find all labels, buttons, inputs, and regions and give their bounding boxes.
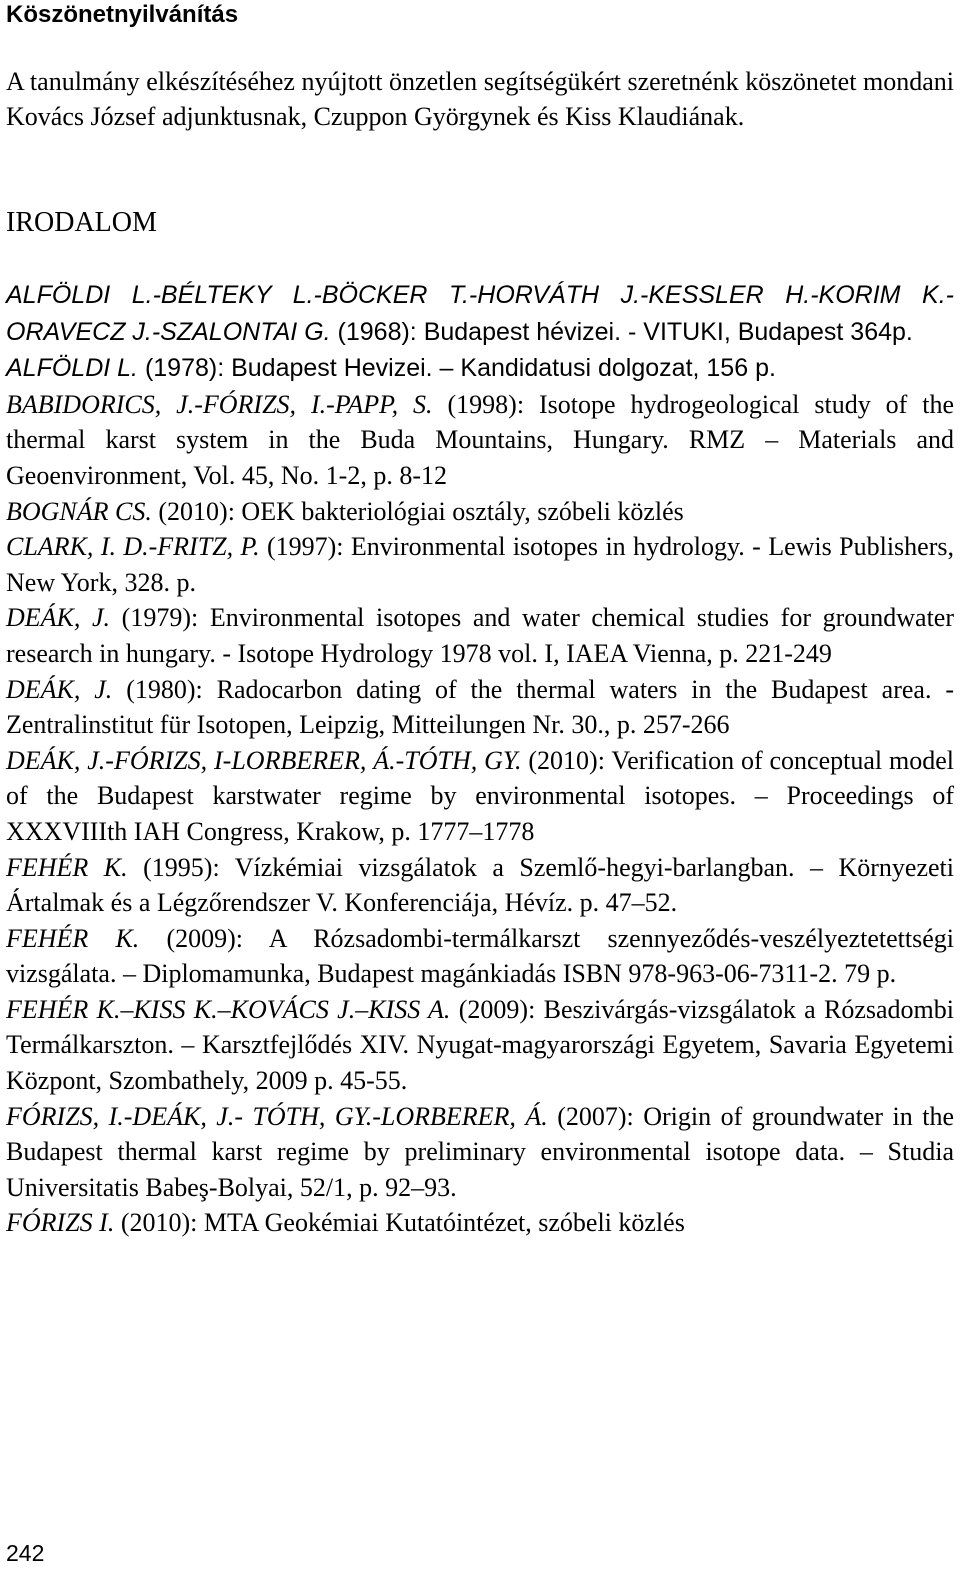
reference-item bbox=[6, 1205, 954, 1241]
reference-authors: FEHÉR K.–KISS K.–KOVÁCS J.–KISS A. bbox=[6, 994, 451, 1024]
page-number: 242 bbox=[6, 1540, 45, 1566]
reference-item bbox=[6, 350, 954, 387]
reference-authors: ALFÖLDI L. bbox=[6, 354, 138, 383]
reference-details: (2010): OEK bakteriológiai osztály, szóbeli közlés bbox=[151, 496, 684, 526]
reference-details: (1968): Budapest hévizei. - VITUKI, Budapest 364p. bbox=[330, 317, 913, 346]
reference-details: (2007): Origin of groundwater in the Budapest thermal karst regime by preliminary environmental isotope data. – Studia Universitatis Babeş-Bolyai, 52/1, p. 92–93. bbox=[6, 1101, 954, 1202]
reference-item bbox=[6, 672, 954, 743]
reference-authors: FÓRIZS, I.-DEÁK, J.- TÓTH, GY.-LORBERER, Á. bbox=[6, 1101, 548, 1131]
reference-details: (1997): Environmental isotopes in hydrology. - Lewis Publishers, New York, 328. p. bbox=[6, 532, 954, 597]
reference-authors: BOGNÁR CS. bbox=[6, 496, 152, 526]
reference-list bbox=[6, 277, 954, 1241]
reference-item bbox=[6, 992, 954, 1099]
reference-item bbox=[6, 494, 954, 530]
reference-details: (1995): Vízkémiai vizsgálatok a Szemlő-hegyi-barlangban. – Környezeti Ártalmak és a Légzőrendszer V. Konferenciája, Hévíz. p. 47–52. bbox=[6, 852, 954, 918]
reference-authors: CLARK, I. D.-FRITZ, P. bbox=[6, 532, 260, 562]
reference-authors: DEÁK, J. bbox=[6, 603, 111, 633]
reference-authors: FÓRIZS I. bbox=[6, 1208, 115, 1238]
reference-item bbox=[6, 850, 954, 921]
reference-details: (1980): Radocarbon dating of the thermal waters in the Budapest area. - Zentralinstitut für Isotopen, Leipzig, Mitteilungen Nr. 30., p. 257-266 bbox=[6, 674, 954, 740]
reference-item bbox=[6, 529, 954, 600]
reference-details: (2009): Beszivárgás-vizsgálatok a Rózsadombi Termálkarszton. – Karsztfejlődés XIV. Nyugat-magyarországi Egyetem, Savaria Egyetemi Központ, Szombathely, 2009 p. 45-55. bbox=[6, 994, 954, 1096]
reference-authors: FEHÉR K. bbox=[6, 852, 128, 882]
reference-item bbox=[6, 387, 954, 494]
reference-authors: FEHÉR K. bbox=[6, 923, 140, 953]
reference-item bbox=[6, 743, 954, 850]
reference-details: (2010): MTA Geokémiai Kutatóintézet, szóbeli közlés bbox=[114, 1208, 685, 1238]
reference-details: (1979): Environmental isotopes and water chemical studies for groundwater research in hungary. - Isotope Hydrology 1978 vol. I, IAEA Vienna, p. 221-249 bbox=[6, 603, 954, 668]
reference-authors: ALFÖLDI L.-BÉLTEKY L.-BÖCKER T.-HORVÁTH J.-KESSLER H.-KORIM K.-ORAVECZ J.-SZALONTAI G. bbox=[6, 281, 954, 346]
reference-details: (2009): A Rózsadombi-termálkarszt szennyeződés-veszélyeztetettségi vizsgálata. – Diplomamunka, Budapest magánkiadás ISBN 978-963-06-7311-2. 79 p. bbox=[6, 923, 955, 989]
reference-item bbox=[6, 600, 954, 671]
references-title: IRODALOM bbox=[6, 207, 157, 238]
reference-item bbox=[6, 1099, 954, 1206]
reference-item bbox=[6, 921, 954, 992]
reference-authors: DEÁK, J. bbox=[6, 674, 113, 704]
reference-authors: DEÁK, J.-FÓRIZS, I-LORBERER, Á.-TÓTH, GY. bbox=[6, 745, 522, 775]
acknowledgement-text: A tanulmány elkészítéséhez nyújtott önzetlen segítségükért szeretnénk köszönetet mondani Kovács József adjunktusnak, Czuppon Györgynek és Kiss Klaudiának. bbox=[6, 67, 954, 131]
reference-authors: BABIDORICS, J.-FÓRIZS, I.-PAPP, S. bbox=[6, 389, 433, 419]
acknowledgement-title: Köszönetnyilvánítás bbox=[6, 1, 239, 28]
reference-item bbox=[6, 277, 954, 350]
reference-details: (1978): Budapest Hevizei. – Kandidatusi dolgozat, 156 p. bbox=[138, 354, 776, 383]
reference-details: (2010): Verification of conceptual model of the Budapest karstwater regime by environmental isotopes. – Proceedings of XXXVIIIth IAH Congress, Krakow, p. 1777–1778 bbox=[6, 745, 954, 846]
reference-details: (1998): Isotope hydrogeological study of the thermal karst system in the Buda Mountains, Hungary. RMZ – Materials and Geoenvironment, Vol. 45, No. 1-2, p. 8-12 bbox=[6, 389, 954, 490]
